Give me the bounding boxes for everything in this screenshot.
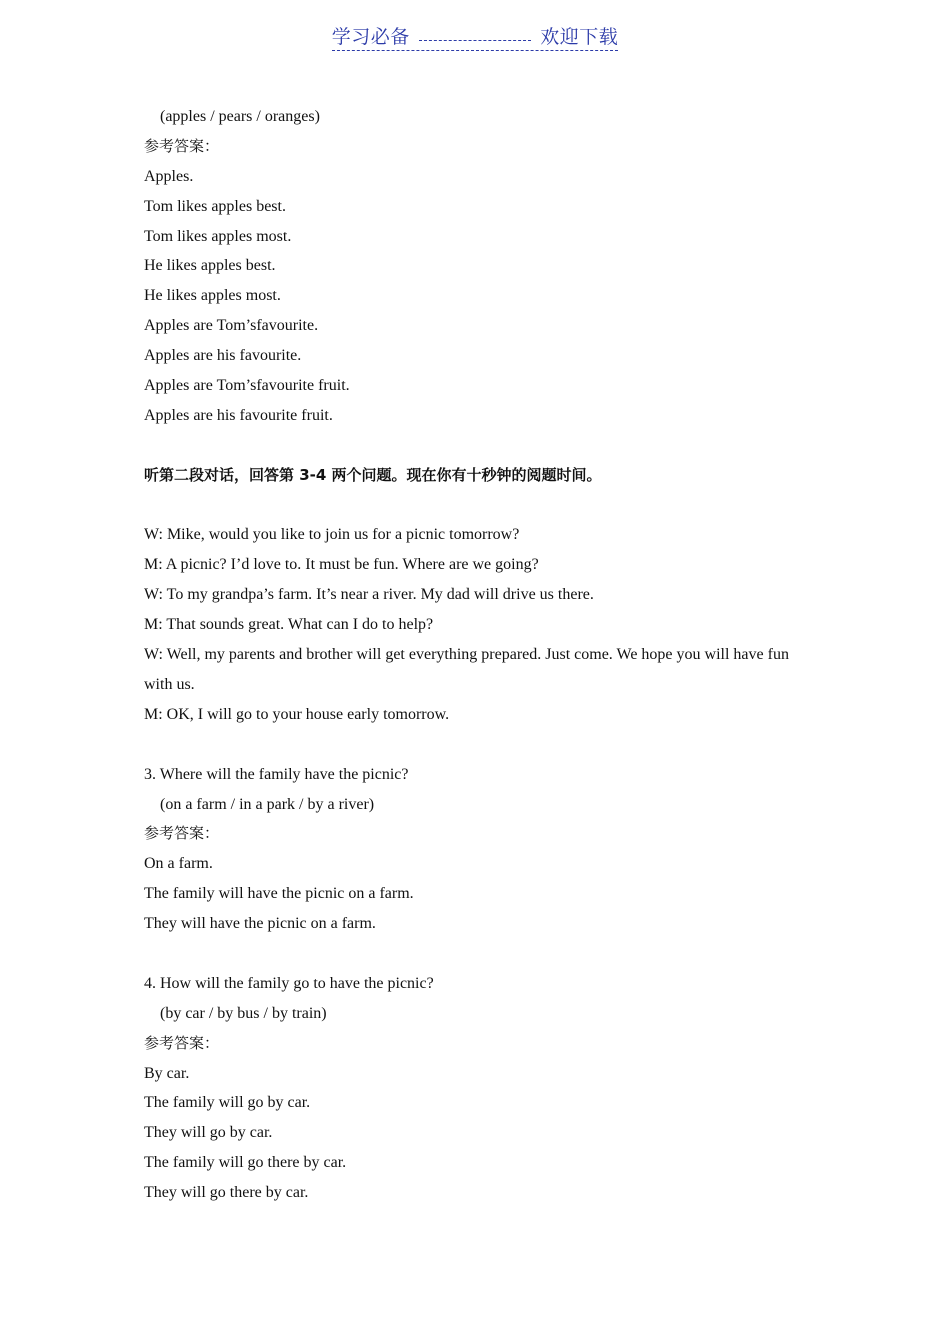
- header-banner: [332, 22, 619, 51]
- spacer: [144, 491, 824, 521]
- q2-answer: Apples are his favourite fruit.: [144, 406, 333, 424]
- dialogue-line: W: Well, my parents and brother will get everything prepared. Just come. We hope you will have fun with us.: [144, 646, 789, 693]
- q3-answer: The family will have the picnic on a farm.: [144, 885, 414, 903]
- header-left-text: 学习必备: [331, 27, 410, 48]
- q2-answer: Apples.: [144, 167, 194, 185]
- q4-options: (by car / by bus / by train): [160, 1004, 327, 1022]
- q2-answer: He likes apples most.: [144, 287, 281, 305]
- spacer: [144, 939, 824, 969]
- dialogue-line: M: A picnic? I’d love to. It must be fun. Where are we going?: [144, 556, 539, 574]
- q4-answer: The family will go there by car.: [144, 1154, 347, 1172]
- q4-question: 4. How will the family go to have the picnic?: [144, 974, 434, 992]
- q3-options: (on a farm / in a park / by a river): [160, 795, 375, 813]
- q2-answer: Apples are Tom’sfavourite fruit.: [144, 377, 350, 395]
- q2-answer: Tom likes apples best.: [144, 197, 286, 215]
- q4-answer: By car.: [144, 1064, 190, 1082]
- header-right-text: 欢迎下载: [540, 27, 619, 48]
- q3-answer-label: 参考答案：: [144, 824, 220, 843]
- q4-answer: The family will go by car.: [144, 1094, 311, 1112]
- spacer: [144, 730, 824, 760]
- dialogue-line: W: Mike, would you like to join us for a picnic tomorrow?: [144, 526, 520, 544]
- dialogue-line: M: OK, I will go to your house early tomorrow.: [144, 705, 450, 723]
- q2-answer-label: 参考答案：: [144, 136, 220, 155]
- q4-answer-label: 参考答案：: [144, 1033, 220, 1052]
- dialogue-line: W: To my grandpa’s farm. It’s near a river. My dad will drive us there.: [144, 586, 594, 604]
- q3-answer: On a farm.: [144, 855, 213, 873]
- q4-answer: They will go there by car.: [144, 1184, 309, 1202]
- q3-answer: They will have the picnic on a farm.: [144, 915, 376, 933]
- q3-question: 3. Where will the family have the picnic?: [144, 765, 409, 783]
- q2-answer: He likes apples best.: [144, 257, 276, 275]
- section2-instruction: 听第二段对话，回答第 3-4 两个问题。现在你有十秒钟的阅题时间。: [144, 465, 602, 484]
- q2-answer: Apples are his favourite.: [144, 347, 302, 365]
- q4-answer: They will go by car.: [144, 1124, 273, 1142]
- q2-answer: Tom likes apples most.: [144, 227, 292, 245]
- page-header: [0, 22, 950, 51]
- q2-answer: Apples are Tom’sfavourite.: [144, 317, 319, 335]
- q2-options: (apples / pears / oranges): [160, 108, 320, 125]
- document-body: [144, 102, 824, 1208]
- spacer: [144, 431, 824, 461]
- header-dashed-line: [419, 40, 531, 41]
- dialogue-line: M: That sounds great. What can I do to help?: [144, 616, 434, 634]
